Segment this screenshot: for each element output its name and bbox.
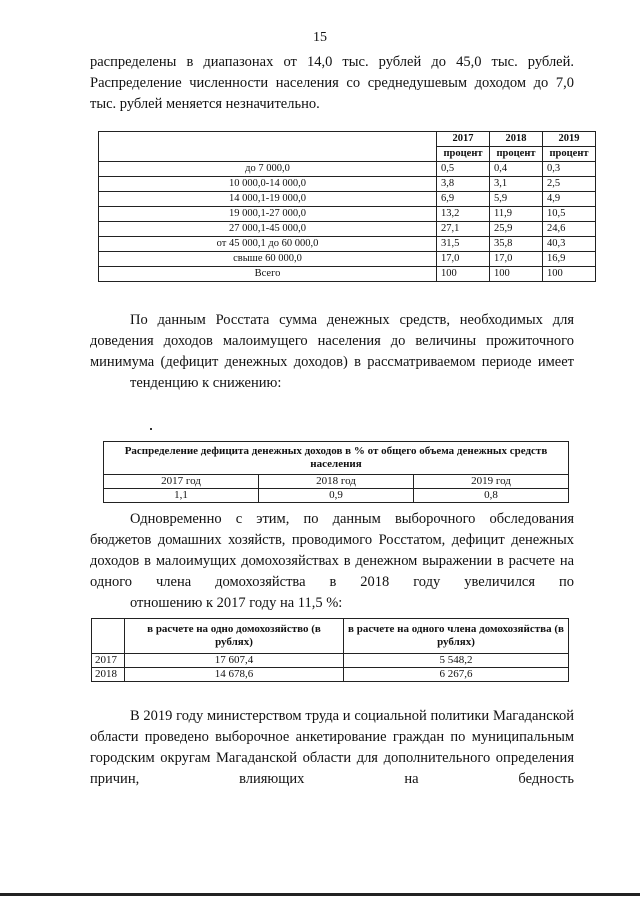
cell-member: 5 548,2 — [344, 654, 569, 668]
table-row — [99, 162, 596, 177]
cell-value: 3,1 — [490, 177, 543, 192]
table-row — [99, 237, 596, 252]
deficit-header-2019: 2019 год — [413, 475, 568, 489]
table-row — [99, 222, 596, 237]
header-per-member: в расчете на одного члена домохозяйства (в рублях) — [344, 619, 569, 654]
cell-value: 35,8 — [490, 237, 543, 252]
cell-value: 16,9 — [543, 252, 596, 267]
rosstat-line-2: доведения доходов малоимущего населения до величины прожиточного — [90, 333, 574, 349]
cell-value: 3,8 — [437, 177, 490, 192]
deficit-table — [103, 441, 569, 503]
cell-value: 31,5 — [437, 237, 490, 252]
row-year: 2018 — [92, 668, 125, 682]
cell-value: 17,0 — [437, 252, 490, 267]
income-distribution-table — [98, 131, 596, 282]
ministry-paragraph — [90, 706, 574, 790]
deficit-table-title: Распределение дефицита денежных доходов в % от общего объема денежных средств населения — [104, 442, 569, 475]
row-label: до 7 000,0 — [99, 162, 437, 177]
ministry-line-1: В 2019 году министерством труда и социальной политики — [130, 708, 490, 724]
cell-member: 6 267,6 — [344, 668, 569, 682]
cell-value: 0,4 — [490, 162, 543, 177]
deficit-header-2017: 2017 год — [104, 475, 259, 489]
unit-header: процент — [437, 147, 490, 162]
year-header-2018: 2018 — [490, 132, 543, 147]
unit-header: процент — [543, 147, 596, 162]
stray-mark — [150, 428, 152, 430]
row-label-total: Всего — [99, 267, 437, 282]
cell-value: 24,6 — [543, 222, 596, 237]
table-row — [99, 192, 596, 207]
intro-line-2: Распределение численности населения со среднедушевым доходом до 7,0 — [90, 75, 574, 91]
deficit-value-2019: 0,8 — [413, 489, 568, 503]
cell-value: 40,3 — [543, 237, 596, 252]
survey-line-1: Одновременно с этим, по данным выборочного обследования — [130, 511, 574, 527]
cell-value: 6,9 — [437, 192, 490, 207]
row-label: 10 000,0-14 000,0 — [99, 177, 437, 192]
unit-header: процент — [490, 147, 543, 162]
row-year: 2017 — [92, 654, 125, 668]
cell-value: 10,5 — [543, 207, 596, 222]
cell-household: 17 607,4 — [125, 654, 344, 668]
cell-value: 25,9 — [490, 222, 543, 237]
cell-value: 13,2 — [437, 207, 490, 222]
income-table-corner — [99, 132, 437, 162]
cell-value: 11,9 — [490, 207, 543, 222]
cell-value: 5,9 — [490, 192, 543, 207]
survey-line-2: бюджетов домашних хозяйств, проводимого Росстатом, дефицит — [90, 532, 505, 548]
rosstat-line-4: тенденцию к снижению: — [130, 375, 282, 391]
rosstat-line-3: минимума (дефицит денежных доходов) в рассматриваемом периоде имеет — [90, 354, 574, 370]
deficit-value-2018: 0,9 — [258, 489, 413, 503]
survey-line-5: отношению к 2017 году на 11,5 %: — [130, 595, 343, 611]
cell-value: 2,5 — [543, 177, 596, 192]
cell-value: 100 — [543, 267, 596, 282]
row-label: 14 000,1-19 000,0 — [99, 192, 437, 207]
intro-line-3: тыс. рублей меняется незначительно. — [90, 96, 320, 112]
table-row — [99, 177, 596, 192]
cell-value: 4,9 — [543, 192, 596, 207]
table-row — [99, 252, 596, 267]
ministry-line-2: Магаданской области проведено выборочное анкетирование граждан — [90, 708, 575, 745]
row-label: свыше 60 000,0 — [99, 252, 437, 267]
deficit-header-2018: 2018 год — [258, 475, 413, 489]
survey-line-3: денежных доходов в малоимущих домохозяйствах в денежном выражении — [90, 532, 574, 569]
deficit-value-2017: 1,1 — [104, 489, 259, 503]
table-row — [92, 654, 569, 668]
cell-value: 100 — [437, 267, 490, 282]
cell-value: 17,0 — [490, 252, 543, 267]
page-number: 15 — [313, 30, 327, 45]
page-bottom-rule — [0, 893, 640, 896]
ministry-line-3: по муниципальным городским округам Магаданской области для — [90, 729, 575, 766]
ministry-line-4: дополнительного определения причин, влияющих на бедность — [90, 750, 574, 787]
cell-value: 27,1 — [437, 222, 490, 237]
cell-value: 100 — [490, 267, 543, 282]
rosstat-paragraph — [90, 310, 574, 394]
year-header-2019: 2019 — [543, 132, 596, 147]
row-label: 19 000,1-27 000,0 — [99, 207, 437, 222]
household-deficit-table — [91, 618, 569, 682]
year-header-2017: 2017 — [437, 132, 490, 147]
row-label: от 45 000,1 до 60 000,0 — [99, 237, 437, 252]
household-table-corner — [92, 619, 125, 654]
table-row — [92, 668, 569, 682]
survey-line-4: в расчете на одного члена домохозяйства в 2018 году увеличился по — [90, 553, 575, 590]
cell-household: 14 678,6 — [125, 668, 344, 682]
table-row — [99, 207, 596, 222]
table-row — [99, 267, 596, 282]
header-per-household: в расчете на одно домохозяйство (в рублях) — [125, 619, 344, 654]
cell-value: 0,3 — [543, 162, 596, 177]
survey-paragraph — [90, 509, 574, 614]
row-label: 27 000,1-45 000,0 — [99, 222, 437, 237]
intro-line-1: распределены в диапазонах от 14,0 тыс. рублей до 45,0 тыс. рублей. — [90, 54, 574, 70]
intro-paragraph — [90, 52, 574, 115]
cell-value: 0,5 — [437, 162, 490, 177]
rosstat-line-1: По данным Росстата сумма денежных средств, необходимых для — [130, 312, 574, 328]
